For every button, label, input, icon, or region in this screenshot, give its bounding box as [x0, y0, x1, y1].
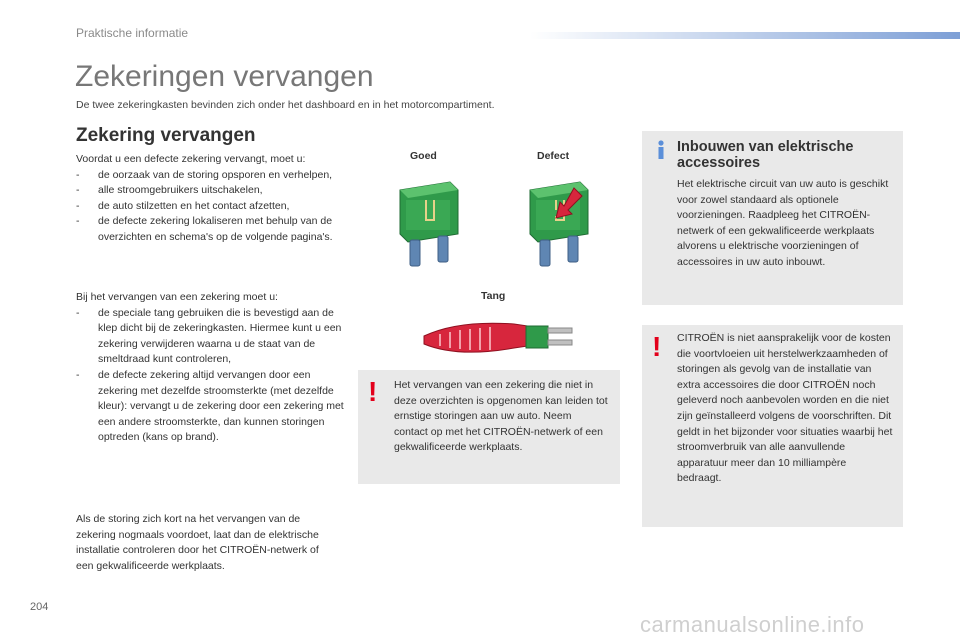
list-item: - de defecte zekering altijd vervangen door een zekering met dezelfde stroomsterkte (met dezelfde kleur): vervangt u de zekering door een zekering met een andere stroomsterkte, dan kunnen storingen optreden (kans op brand).	[76, 368, 348, 446]
list-item: - de defecte zekering lokaliseren met behulp van de overzichten en schema's op de volgende pagina's.	[76, 214, 348, 245]
warning-box-liability	[642, 325, 903, 527]
paragraph-lead: Voordat u een defecte zekering vervangt, moet u:	[76, 153, 306, 165]
info-box-title: Inbouwen van elektrische accessoires	[677, 139, 854, 171]
warning-box-unlisted-fuse	[358, 370, 620, 484]
good-fuse-label: Goed	[410, 150, 437, 162]
paragraph-lead: Bij het vervangen van een zekering moet u:	[76, 291, 278, 303]
warning-exclamation-icon: !	[368, 376, 378, 407]
defect-fuse-label: Defect	[537, 150, 570, 162]
list-item: - de oorzaak van de storing opsporen en verhelpen,	[76, 168, 348, 184]
warning-text: Het vervangen van een zekering die niet in deze overzichten is opgenomen kan leiden tot ernstige storingen aan uw auto. Neem contact op met het CITROËN-netwerk of een gekwalificeerde werkplaats.	[394, 379, 608, 454]
warning-exclamation-icon: !	[652, 331, 662, 362]
section-header-label: Praktische informatie	[76, 26, 189, 40]
page-intro: De twee zekeringkasten bevinden zich onder het dashboard en in het motorcompartiment.	[76, 99, 495, 111]
info-box-text: Het elektrische circuit van uw auto is geschikt voor zowel standaard als optionele voorzieningen. Raadpleeg het CITROËN-netwerk of een gekwalificeerde werkplaats alvorens u elektrische voorzieningen of accessoires in uw auto inbouwt.	[677, 178, 889, 268]
checklist	[76, 168, 348, 246]
page-title: Zekeringen vervangen	[75, 60, 374, 93]
list-item: - alle stroomgebruikers uitschakelen,	[76, 183, 348, 199]
header-accent-bar	[530, 32, 960, 39]
site-watermark: carmanualsonline.info	[640, 612, 865, 637]
info-box-accessories	[642, 131, 903, 305]
tongs-label: Tang	[481, 290, 506, 302]
checklist	[76, 306, 348, 446]
list-item: - de auto stilzetten en het contact afzetten,	[76, 199, 348, 215]
good-fuse-illustration	[386, 176, 466, 272]
info-icon	[655, 140, 667, 160]
paragraph-when-replacing	[76, 290, 348, 446]
section-title: Zekering vervangen	[76, 125, 256, 146]
paragraph-before-replacing	[76, 152, 348, 246]
list-item: - de speciale tang gebruiken die is bevestigd aan de klep dicht bij de zekeringkasten. Hiermee kunt u een zekering verwijderen waarna u de staat van de smeltdraad kunt controleren,	[76, 306, 348, 368]
paragraph-text: Als de storing zich kort na het vervangen van de zekering nogmaals voordoet, laat dan de elektrische installatie controleren door het CITROËN-netwerk of een gekwalificeerde werkplaats.	[76, 513, 319, 572]
defect-fuse-illustration	[516, 176, 596, 272]
paragraph-recurring-fault	[76, 512, 326, 574]
page-number: 204	[30, 601, 49, 613]
warning-text: CITROËN is niet aansprakelijk voor de kosten die voortvloeien uit herstelwerkzaamheden of storingen als gevolg van de installatie van extra accessoires die door CITROËN noch geleverd noch aanbevolen worden en die niet zijn geïnstalleerd volgens de voorschriften. Dit geldt in het bijzonder voor situaties waarbij het stroomverbruik van alle aanvullende apparatuur meer dan 10 milliampère bedraagt.	[677, 332, 893, 485]
fuse-tongs-illustration	[418, 310, 578, 370]
